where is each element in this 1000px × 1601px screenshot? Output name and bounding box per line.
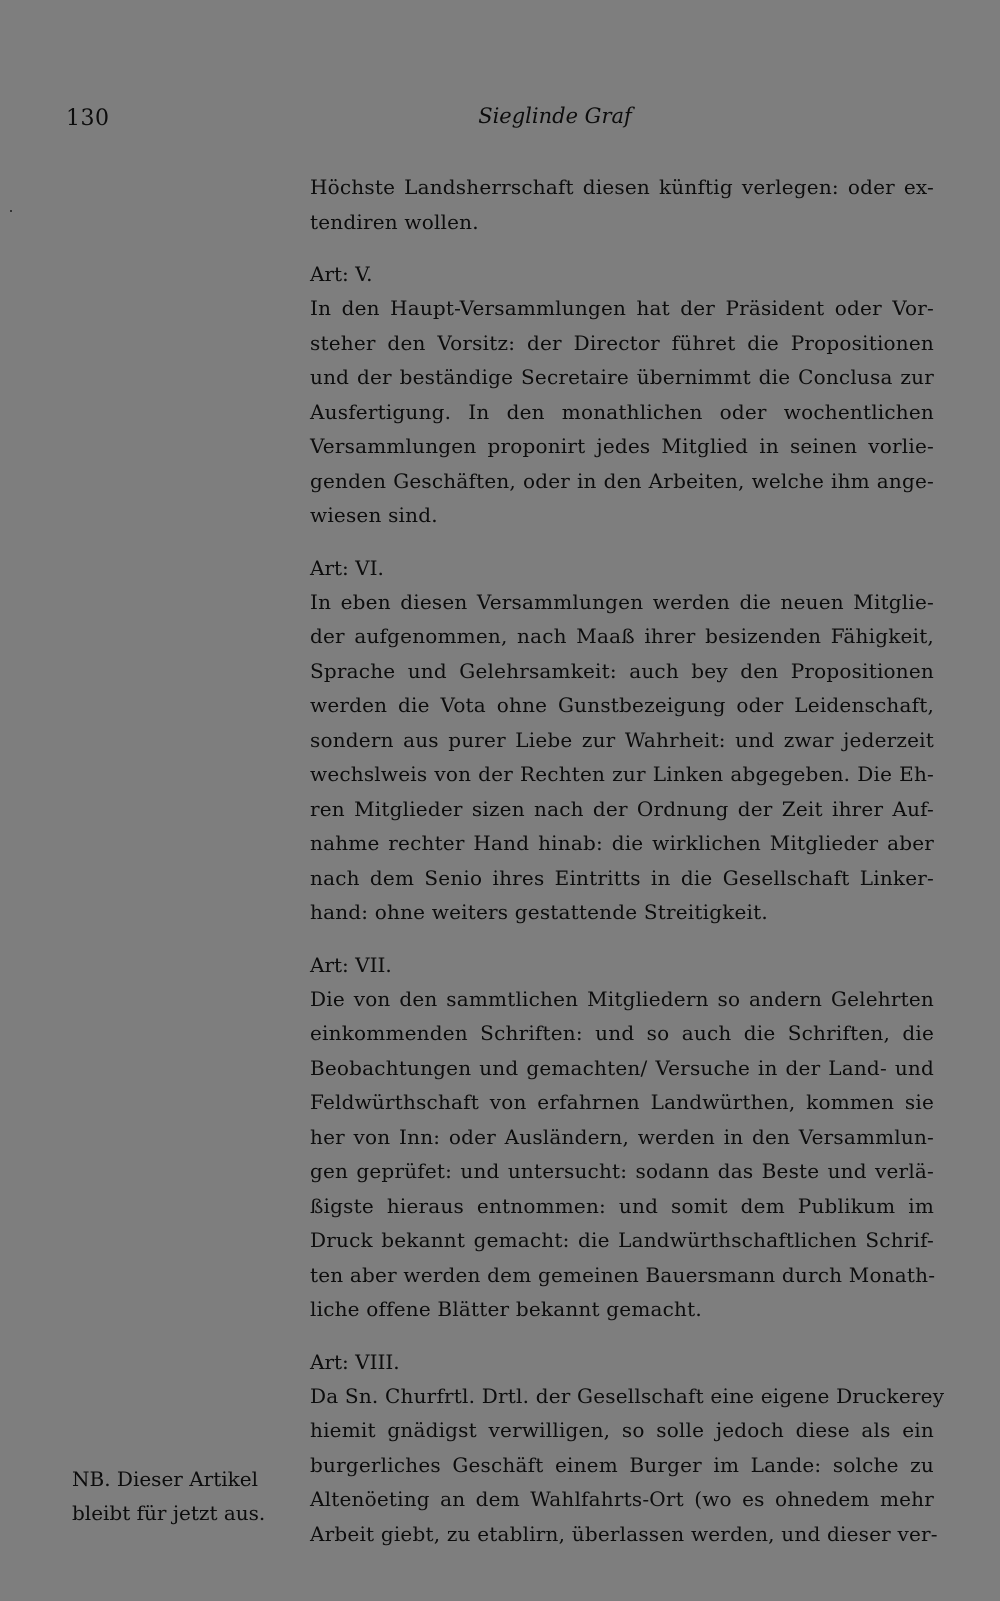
text-line: ten aber werden dem gemeinen Bauersmann durch Monath-: [310, 1262, 936, 1287]
text-line: Ausfertigung. In den monathlichen oder wochentlichen: [310, 399, 934, 424]
text-line: In eben diesen Versammlungen werden die neuen Mitglie-: [310, 589, 934, 614]
text-line: Versammlungen proponirt jedes Mitglied in seinen vorlie-: [310, 434, 934, 458]
text-line: Sprache und Gelehrsamkeit: auch bey den Propositionen: [310, 658, 934, 683]
article-heading: Art: VII.: [310, 952, 392, 977]
text-line: der aufgenommen, nach Maaß ihrer besizenden Fähigkeit,: [310, 624, 934, 648]
text-line: Höchste Landsherrschaft diesen künftig verlegen: oder ex-: [310, 175, 934, 199]
text-line: werden die Vota ohne Gunstbezeigung oder Leidenschaft,: [310, 693, 934, 717]
article-vii: [310, 948, 934, 1327]
text-line: Die von den sammtlichen Mitgliedern so andern Gelehrten: [310, 986, 934, 1011]
text-line: wiesen sind.: [310, 503, 438, 527]
text-line: Altenöeting an dem Wahlfahrts-Ort (wo es ohnedem mehr: [310, 1487, 934, 1511]
article-viii: [310, 1345, 945, 1552]
article-v: [310, 257, 934, 533]
text-line: In den Haupt-Versammlungen hat der Präsident oder Vor-: [310, 296, 934, 320]
text-line: her von Inn: oder Ausländern, werden in den Versammlun-: [310, 1124, 934, 1149]
margin-note: [72, 1462, 272, 1530]
text-line: sondern aus purer Liebe zur Wahrheit: und zwar jederzeit: [310, 727, 934, 752]
body-text: [310, 170, 945, 1551]
article-heading: Art: V.: [310, 262, 373, 286]
text-line: hand: ohne weiters gestattende Streitigkeit.: [310, 900, 768, 924]
text-line: genden Geschäften, oder in den Arbeiten, welche ihm ange-: [310, 468, 934, 493]
margin-note-line: bleibt für jetzt aus.: [72, 1501, 266, 1525]
intro-paragraph: [310, 170, 934, 239]
article-heading: Art: VIII.: [310, 1349, 400, 1374]
scan-speck: [10, 210, 12, 212]
text-line: Feldwürthschaft von erfahrnen Landwürthen, kommen sie: [310, 1090, 934, 1114]
text-line: Beobachtungen und gemachten/ Versuche in der Land- und: [310, 1055, 934, 1080]
text-line: liche offene Blätter bekannt gemacht.: [310, 1297, 702, 1321]
page-number: 130: [66, 106, 110, 131]
text-line: hiemit gnädigst verwilligen, so solle jedoch diese als ein: [310, 1418, 934, 1442]
text-line: tendiren wollen.: [310, 209, 479, 234]
text-line: steher den Vorsitz: der Director führet die Propositionen: [310, 330, 934, 355]
text-line: Da Sn. Churfrtl. Drtl. der Gesellschaft eine eigene Druckerey: [310, 1383, 945, 1408]
text-line: ren Mitglieder sizen nach der Ordnung der Zeit ihrer Auf-: [310, 796, 934, 821]
text-line: nach dem Senio ihres Eintritts in die Gesellschaft Linker-: [310, 865, 934, 890]
margin-note-line: NB. Dieser Artikel: [72, 1467, 258, 1491]
text-line: nahme rechter Hand hinab: die wirklichen Mitglieder aber: [310, 831, 934, 855]
text-line: burgerliches Geschäft einem Burger im Lande: solche zu: [310, 1452, 934, 1477]
text-line: ßigste hieraus entnommen: und somit dem Publikum im: [310, 1193, 934, 1218]
text-line: wechslweis von der Rechten zur Linken abgegeben. Die Eh-: [310, 762, 934, 786]
text-line: gen geprüfet: und untersucht: sodann das Beste und verlä-: [310, 1159, 934, 1183]
running-title: Sieglinde Graf: [478, 104, 632, 128]
text-line: Arbeit giebt, zu etablirn, überlassen werden, und dieser ver-: [310, 1521, 938, 1546]
text-line: und der beständige Secretaire übernimmt die Conclusa zur: [310, 365, 934, 389]
text-line: einkommenden Schriften: und so auch die Schriften, die: [310, 1021, 934, 1045]
article-heading: Art: VI.: [310, 555, 384, 580]
text-line: Druck bekannt gemacht: die Landwürthschaftlichen Schrif-: [310, 1228, 934, 1252]
article-vi: [310, 551, 934, 930]
